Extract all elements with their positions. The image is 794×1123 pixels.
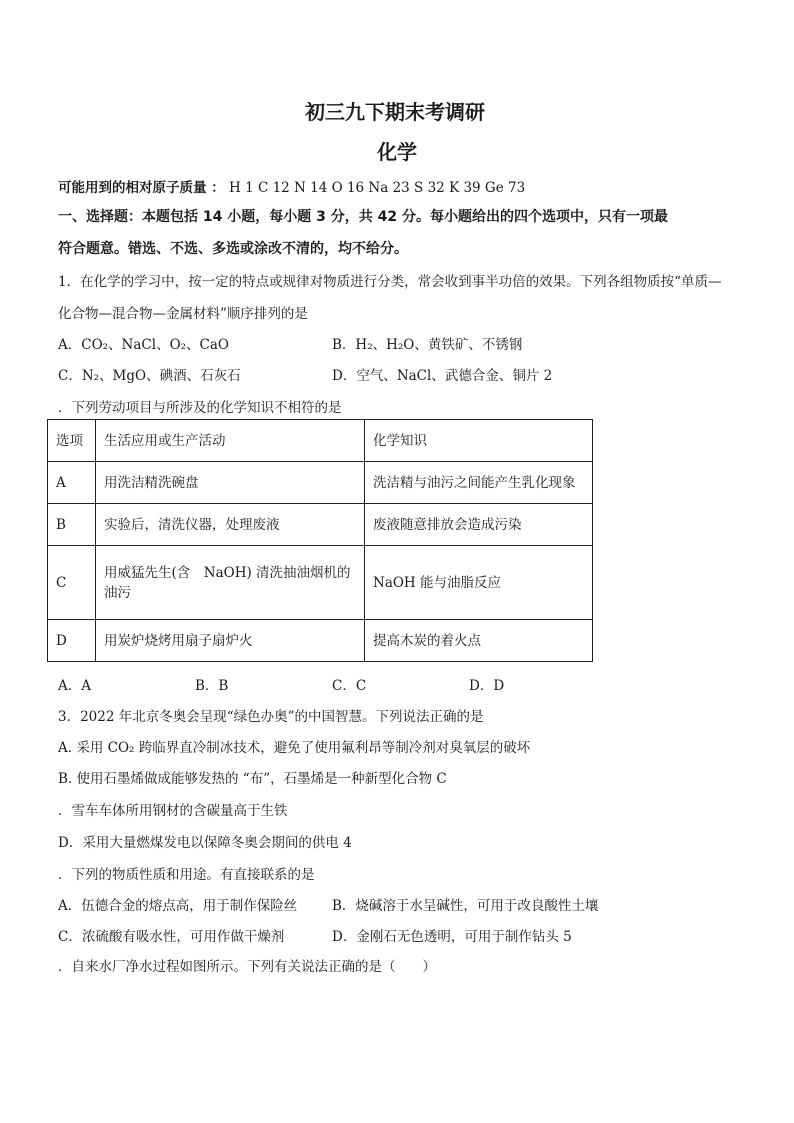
table-row (48, 462, 593, 504)
q1-stem-line2: 化合物—混合物—金属材料”顺序排列的是 (58, 306, 308, 322)
table-cell: A (48, 462, 96, 504)
table-cell: NaOH 能与油脂反应 (365, 546, 593, 620)
q4-option-a: A．伍德合金的熔点高，用于制作保险丝 (58, 898, 298, 914)
table-cell: 用炭炉烧烤用扇子扇炉火 (96, 620, 365, 662)
table-cell: 废液随意排放会造成污染 (365, 504, 593, 546)
atomic-mass-values: H 1 C 12 N 14 O 16 Na 23 S 32 K 39 Ge 73 (229, 180, 526, 196)
q4-stem: ．下列的物质性质和用途。有直接联系的是 (58, 867, 315, 883)
q1-option-d: D．空气、NaCl、武德合金、铜片 2 (332, 368, 553, 384)
q3-option-c: ．雪车车体所用钢材的含碳量高于生铁 (58, 803, 288, 819)
table-cell: 提高木炭的着火点 (365, 620, 593, 662)
page-title: 初三九下期末考调研 (305, 100, 485, 124)
q2-table (47, 419, 593, 662)
q1-option-a: A．CO₂、NaCl、O₂、CaO (58, 337, 229, 353)
section1-instruction-line1: 一、选择题：本题包括 14 小题，每小题 3 分，共 42 分。每小题给出的四个选项中，只有一项最 (58, 209, 668, 225)
q5-stem: ．自来水厂净水过程如图所示。下列有关说法正确的是（ ） (58, 959, 436, 975)
q1-option-b: B．H₂、H₂O、黄铁矿、不锈钢 (332, 337, 523, 353)
table-header-cell: 化学知识 (365, 420, 593, 462)
q4-option-b: B．烧碱溶于水呈碱性，可用于改良酸性土壤 (332, 898, 599, 914)
q3-option-b: B. 使用石墨烯做成能够发热的 “布”，石墨烯是一种新型化合物 C (58, 771, 447, 787)
table-row (48, 546, 593, 620)
table-row (48, 620, 593, 662)
subject-title: 化学 (377, 140, 417, 164)
table-row (48, 504, 593, 546)
q4-option-c: C．浓硫酸有吸水性，可用作做干燥剂 (58, 929, 285, 945)
q4-option-d: D．金刚石无色透明，可用于制作钻头 5 (332, 929, 572, 945)
q2-option-a: A．A (58, 678, 91, 694)
table-cell: 用威猛先生(含 NaOH) 清洗抽油烟机的油污 (96, 546, 365, 620)
table-cell: 洗洁精与油污之间能产生乳化现象 (365, 462, 593, 504)
atomic-mass-label: 可能用到的相对原子质量 ： (58, 180, 225, 196)
q2-option-b: B．B (195, 678, 229, 694)
table-cell: 实验后，清洗仪器，处理废液 (96, 504, 365, 546)
table-cell: 用洗洁精洗碗盘 (96, 462, 365, 504)
table-cell: D (48, 620, 96, 662)
q3-stem: 3．2022 年北京冬奥会呈现“绿色办奥”的中国智慧。下列说法正确的是 (58, 709, 484, 725)
q2-option-d: D．D (469, 678, 505, 694)
q2-stem: ．下列劳动项目与所涉及的化学知识不相符的是 (58, 400, 342, 416)
q3-option-a: A. 采用 CO₂ 跨临界直冷制冰技术，避免了使用氟利昂等制冷剂对臭氧层的破坏 (58, 740, 531, 756)
table-header-cell: 选项 (48, 420, 96, 462)
q1-stem-line1: 1．在化学的学习中，按一定的特点或规律对物质进行分类，常会收到事半功倍的效果。下列各组物质按“单质— (58, 274, 722, 290)
atomic-mass-line (58, 176, 525, 196)
table-cell: B (48, 504, 96, 546)
table-header-row (48, 420, 593, 462)
q1-option-c: C．N₂、MgO、碘酒、石灰石 (58, 368, 241, 384)
table-header-cell: 生活应用或生产活动 (96, 420, 365, 462)
table-cell: C (48, 546, 96, 620)
section1-instruction-line2: 符合题意。错选、不选、多选或涂改不清的，均不给分。 (58, 241, 408, 257)
q3-option-d: D．采用大量燃煤发电以保障冬奥会期间的供电 4 (58, 835, 352, 851)
q2-option-c: C．C (332, 678, 367, 694)
